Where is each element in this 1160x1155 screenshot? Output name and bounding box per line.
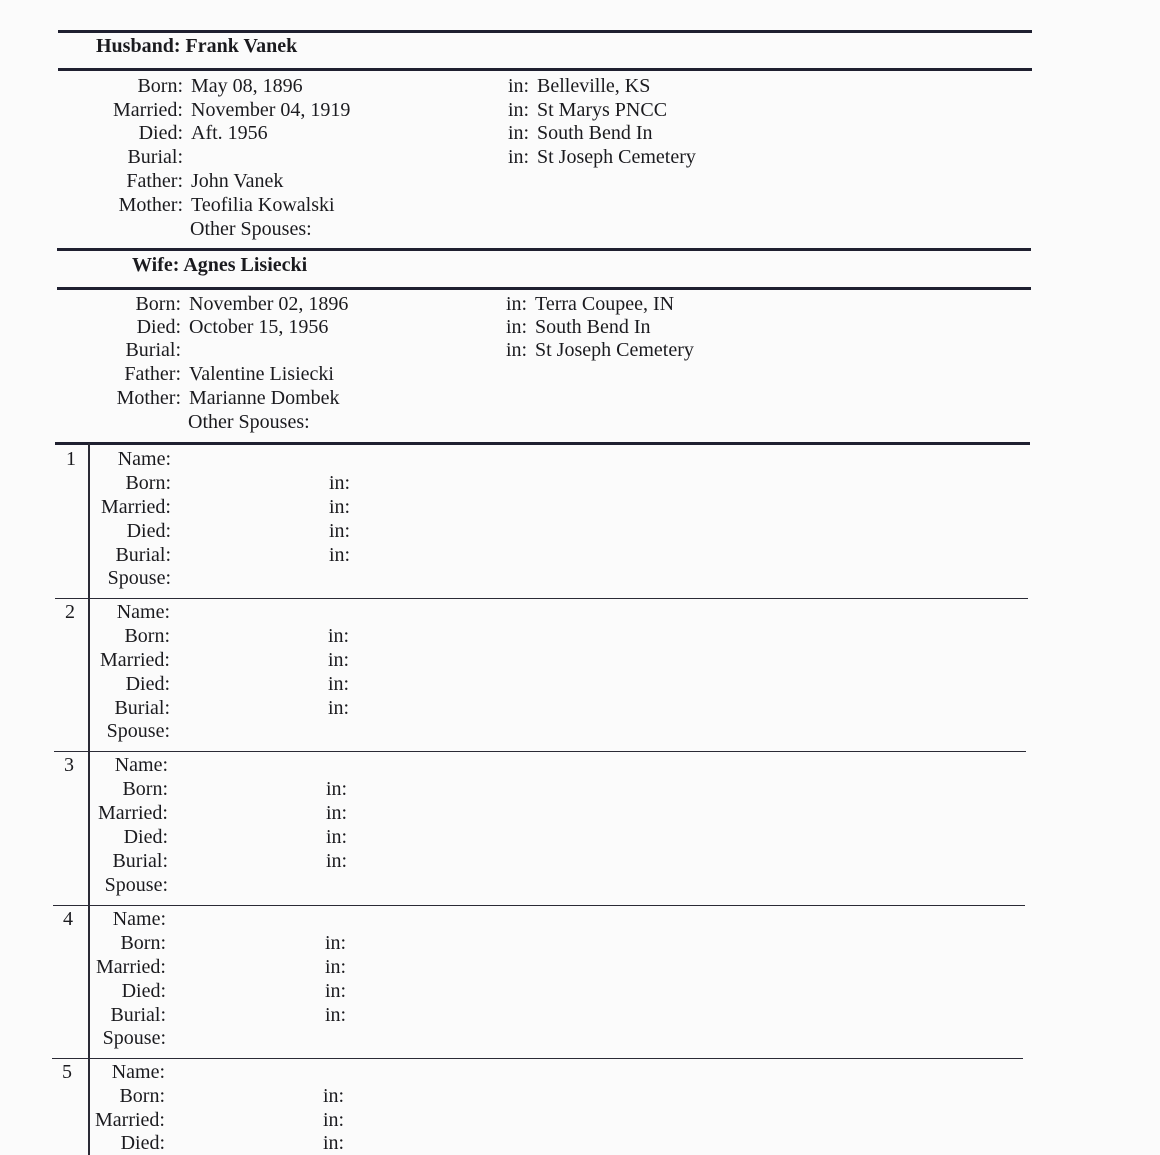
child-burial-label: Burial: <box>112 850 168 872</box>
child-name-label: Name: <box>112 908 166 930</box>
in-label: in: <box>506 293 528 315</box>
child-born-label: Born: <box>124 625 170 647</box>
place-value: St Joseph Cemetery <box>535 339 694 361</box>
field-label: Born: <box>135 293 181 315</box>
field-value: May 08, 1896 <box>191 75 303 97</box>
child-number: 2 <box>65 601 75 623</box>
child-divider <box>55 598 1028 599</box>
husband-header <box>96 35 297 58</box>
other-spouses-label: Other Spouses: <box>188 411 310 433</box>
child-name-label: Name: <box>114 754 168 776</box>
husband-died-row <box>0 121 1160 145</box>
in-label: in: <box>326 850 348 872</box>
child-born-label: Born: <box>119 1085 165 1107</box>
field-label: Mother: <box>116 387 181 409</box>
child-burial-label: Burial: <box>110 1004 166 1026</box>
child-died-label: Died: <box>126 520 171 542</box>
wife-born-row <box>0 292 1160 316</box>
child-name-label: Name: <box>117 448 171 470</box>
in-label: in: <box>326 802 348 824</box>
place-value: Terra Coupee, IN <box>535 293 675 315</box>
place-value: St Joseph Cemetery <box>537 146 696 168</box>
child-divider <box>54 751 1026 752</box>
child-spouse-label: Spouse: <box>102 1027 166 1049</box>
child-number: 5 <box>62 1061 72 1083</box>
husband-name: Frank Vanek <box>185 35 298 57</box>
in-label: in: <box>325 956 347 978</box>
husband-mother-row <box>0 193 1160 217</box>
field-value: October 15, 1956 <box>189 316 329 338</box>
in-label: in: <box>506 316 528 338</box>
field-label: Burial: <box>125 339 181 361</box>
in-label: in: <box>325 932 347 954</box>
in-label: in: <box>323 1085 345 1107</box>
child-spouse-label: Spouse: <box>107 567 171 589</box>
place-value: South Bend In <box>535 316 651 338</box>
wife-rule <box>57 287 1031 290</box>
wife-header <box>132 254 307 277</box>
in-label: in: <box>328 625 350 647</box>
child-born-label: Born: <box>122 778 168 800</box>
child-divider <box>53 905 1025 906</box>
child-died-label: Died: <box>123 826 168 848</box>
place-value: South Bend In <box>537 122 653 144</box>
child-burial-label: Burial: <box>115 544 171 566</box>
child-number: 4 <box>63 908 73 930</box>
child-number: 1 <box>66 448 76 470</box>
in-label: in: <box>508 75 530 97</box>
child-spouse-label: Spouse: <box>106 720 170 742</box>
child-name-label: Name: <box>116 601 170 623</box>
in-label: in: <box>325 1004 347 1026</box>
in-label: in: <box>329 472 351 494</box>
husband-burial-row <box>0 145 1160 169</box>
field-label: Mother: <box>118 194 183 216</box>
in-label: in: <box>328 673 350 695</box>
wife-died-row <box>0 315 1160 339</box>
child-married-label: Married: <box>96 956 166 978</box>
child-married-label: Married: <box>100 649 170 671</box>
place-value: St Marys PNCC <box>537 99 668 121</box>
field-value: Valentine Lisiecki <box>189 363 334 385</box>
child-burial-label: Burial: <box>114 697 170 719</box>
child-spouse-label: Spouse: <box>104 874 168 896</box>
in-label: in: <box>508 122 530 144</box>
wife-father-row <box>0 362 1160 386</box>
top-rule <box>58 30 1032 33</box>
wife-name: Agnes Lisiecki <box>183 254 308 276</box>
field-label: Burial: <box>127 146 183 168</box>
husband-father-row <box>0 169 1160 193</box>
in-label: in: <box>329 496 351 518</box>
field-label: Father: <box>126 170 183 192</box>
in-label: in: <box>506 339 528 361</box>
field-value: November 02, 1896 <box>189 293 349 315</box>
child-married-label: Married: <box>98 802 168 824</box>
in-label: in: <box>323 1109 345 1131</box>
in-label: in: <box>329 544 351 566</box>
wife-other-spouses-row <box>0 410 1160 434</box>
field-value: Marianne Dombek <box>189 387 340 409</box>
field-label: Died: <box>138 122 183 144</box>
husband-header-label: Husband: <box>96 35 181 57</box>
wife-header-label: Wife: <box>132 254 180 276</box>
wife-top-rule <box>57 248 1031 251</box>
in-label: in: <box>328 697 350 719</box>
in-label: in: <box>323 1132 345 1154</box>
other-spouses-label: Other Spouses: <box>190 218 312 240</box>
place-value: Belleville, KS <box>537 75 651 97</box>
child-divider <box>52 1058 1023 1059</box>
in-label: in: <box>328 649 350 671</box>
field-label: Married: <box>113 99 183 121</box>
field-label: Born: <box>137 75 183 97</box>
child-married-label: Married: <box>101 496 171 518</box>
children-top-rule <box>55 442 1030 445</box>
child-number: 3 <box>64 754 74 776</box>
field-label: Father: <box>124 363 181 385</box>
in-label: in: <box>325 980 347 1002</box>
wife-burial-row <box>0 338 1160 362</box>
husband-married-row <box>0 98 1160 122</box>
in-label: in: <box>329 520 351 542</box>
husband-rule <box>58 68 1032 71</box>
child-died-label: Died: <box>121 980 166 1002</box>
in-label: in: <box>326 778 348 800</box>
child-died-label: Died: <box>125 673 170 695</box>
field-value: Aft. 1956 <box>191 122 268 144</box>
in-label: in: <box>508 99 530 121</box>
in-label: in: <box>326 826 348 848</box>
wife-mother-row <box>0 386 1160 410</box>
husband-other-spouses-row <box>0 217 1160 241</box>
field-value: November 04, 1919 <box>191 99 351 121</box>
field-label: Died: <box>136 316 181 338</box>
child-born-label: Born: <box>125 472 171 494</box>
child-married-label: Married: <box>95 1109 165 1131</box>
child-born-label: Born: <box>120 932 166 954</box>
child-died-label: Died: <box>120 1132 165 1154</box>
field-value: Teofilia Kowalski <box>191 194 335 216</box>
in-label: in: <box>508 146 530 168</box>
husband-born-row <box>0 74 1160 98</box>
child-name-label: Name: <box>111 1061 165 1083</box>
field-value: John Vanek <box>191 170 284 192</box>
